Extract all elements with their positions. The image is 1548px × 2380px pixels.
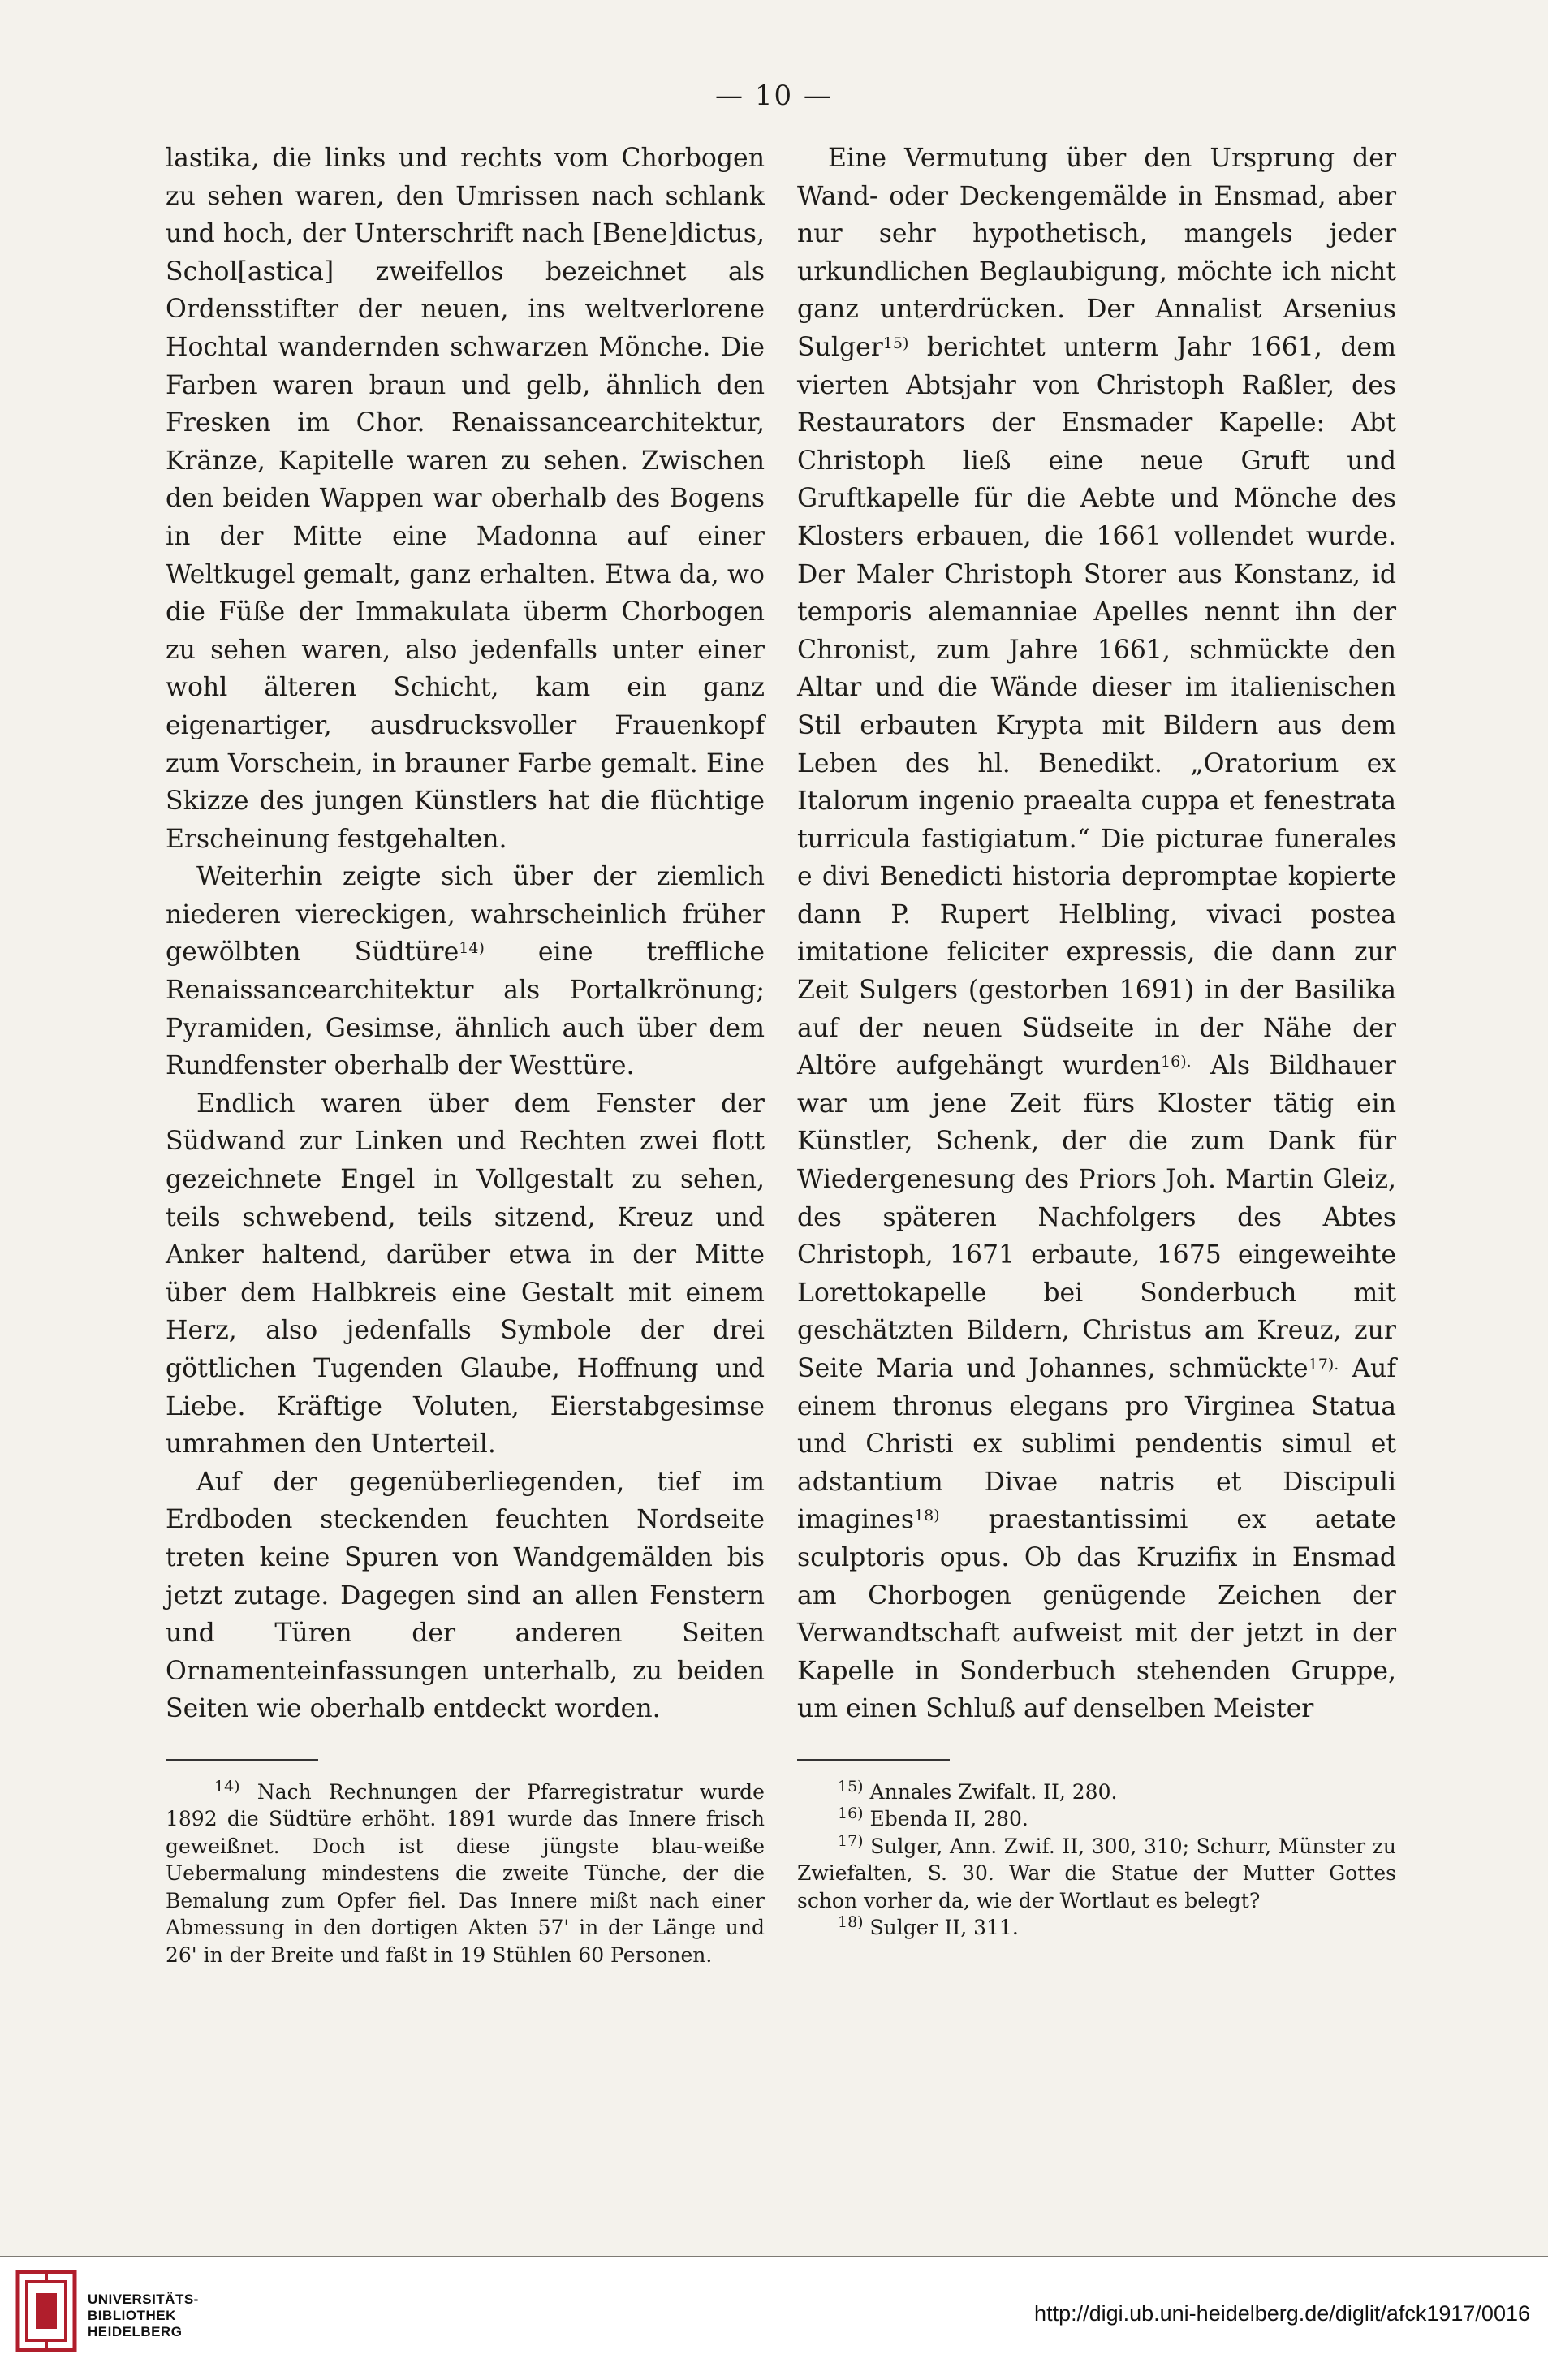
footnote-18 (797, 1914, 1396, 1942)
left-paragraph-2-cont: eine treffliche Renaissancearchitektur als Portalkrönung; Pyramiden, Gesimse, ähnlich auch über dem Rundfenster oberhalb der Westtüre. (166, 938, 765, 1081)
right-text-e: praestantissimi ex aetate sculptoris opus. Ob das Kruzifix in Ensmad am Chorbogen genügende Zeichen der Verwandtschaft aufweist mit der jetzt in der Kapelle in Sonderbuch stehenden Gruppe, um einen Schluß auf denselben Meister (797, 1505, 1397, 1724)
right-text-c: Als Bildhauer war um jene Zeit fürs Kloster tätig ein Künstler, Schenk, der die zum Dank für Wiedergenesung des Priors Joh. Martin Gleiz, des späteren Nachfolgers des Abtes Christoph, 1671 erbaute, 1675 eingeweihte Lorettokapelle bei Sonderbuch mit geschätzten Bildern, Christus am Kreuz, zur Seite Maria und Johannes, schmückte (797, 1051, 1396, 1383)
left-paragraph-1: lastika, die links und rechts vom Chorbogen zu sehen waren, den Umrissen nach schlank und hoch, der Unterschrift nach [Bene]dictus, Schol[astica] zweifellos bezeichnet als Ordensstifter der neuen, ins weltverlorene Hochtal wandernden schwarzen Mönche. Die Farben waren braun und gelb, ähnlich den Fresken im Chor. Renaissancearchitektur, Kränze, Kapitelle waren zu sehen. Zwischen den beiden Wappen war oberhalb des Bogens in der Mitte eine Madonna auf einer Weltkugel gemalt, ganz erhalten. Etwa da, wo die Füße der Immakulata überm Chorbogen zu sehen waren, also jedenfalls unter einer wohl älteren Schicht, kam ein ganz eigenartiger, ausdrucksvoller Frauenkopf zum Vorschein, in brauner Farbe gemalt. Eine Skizze des jungen Künstlers hat die flüchtige Erscheinung festgehalten. (166, 144, 765, 854)
footnote-ref-17: 17). (1308, 1356, 1339, 1373)
right-text-d: Auf einem thronus elegans pro Virginea Statua und Christi ex sublimi pendentis simul et adstantium Divae natris et Discipuli imagines (797, 1354, 1397, 1535)
footnote-17-number: 17) (838, 1831, 864, 1850)
right-paragraph-1 (797, 140, 1396, 1728)
left-column (166, 140, 765, 1968)
footnote-ref-15: 15) (882, 334, 909, 352)
university-seal-icon (15, 2269, 78, 2353)
library-name-line-3: HEIDELBERG (88, 2324, 183, 2339)
footnote-18-text: Sulger II, 311. (869, 1916, 1019, 1940)
footnote-16-text: Ebenda II, 280. (869, 1807, 1028, 1831)
footnotes-left (166, 1779, 765, 1969)
source-url-link[interactable]: http://digi.ub.uni-heidelberg.de/diglit/afck1917/0016 (1034, 2301, 1530, 2326)
footnote-rule-left (166, 1759, 318, 1761)
right-column (797, 140, 1396, 1942)
footnote-15-number: 15) (838, 1777, 864, 1796)
library-name-line-2: BIBLIOTHEK (88, 2308, 176, 2323)
page-number: — 10 — (715, 80, 833, 112)
footnote-15-text: Annales Zwifalt. II, 280. (869, 1779, 1118, 1804)
footnotes-right (797, 1779, 1396, 1942)
left-paragraph-2-text: Weiterhin zeigte sich über der ziemlich niederen viereckigen, wahrscheinlich früher gewölbten Südtüre (166, 862, 765, 968)
footer-bar (0, 2257, 1548, 2380)
footnote-ref-18: 18) (914, 1507, 940, 1525)
library-name (88, 2292, 199, 2340)
footnote-18-number: 18) (838, 1913, 864, 1932)
footnote-14-text: Nach Rechnungen der Pfarregistratur wurde 1892 die Südtüre erhöht. 1891 wurde das Innere frisch geweißnet. Doch ist diese jüngste blau-weiße Uebermalung mindestens die zweite Tünche, der die Bemalung zum Opfer fiel. Das Innere mißt nach einer Abmessung in den dortigen Akten 57' in der Länge und 26' in der Breite und faßt in 19 Stühlen 60 Personen. (166, 1779, 765, 1967)
library-name-line-1: UNIVERSITÄTS- (88, 2292, 199, 2307)
footnote-ref-16: 16). (1161, 1053, 1192, 1071)
left-paragraph-2 (166, 858, 765, 1085)
footnote-17 (797, 1833, 1396, 1915)
footnote-14-number: 14) (214, 1777, 240, 1796)
right-text-b: berichtet unterm Jahr 1661, dem vierten Abtsjahr von Christoph Raßler, des Restaurators der Ensmader Kapelle: Abt Christoph ließ eine neue Gruft und Gruftkapelle für die Aebte und Mönche des Klosters erbauen, die 1661 vollendet wurde. Der Maler Christoph Storer aus Konstanz, id temporis alemanniae Apelles nennt ihn der Chronist, zum Jahre 1661, schmückte den Altar und die Wände dieser im italienischen Stil erbauten Krypta mit Bildern aus dem Leben des hl. Benedikt. „Oratorium ex Italorum ingenio praealta cuppa et fenestrata turricula fastigiatum.“ Die picturae funerales e divi Benedicti historia depromptae kopierte dann P. Rupert Helbling, vivaci postea imitatione feliciter expressis, die dann zur Zeit Sulgers (gestorben 1691) in der Basilika auf der neuen Südseite in der Nähe der Altöre aufgehängt wurden (797, 332, 1397, 1081)
footnote-17-text: Sulger, Ann. Zwif. II, 300, 310; Schurr, Münster zu Zwiefalten, S. 30. War die Statue der Mutter Gottes schon vorher da, wie der Wortlaut es belegt? (797, 1834, 1396, 1912)
footnote-rule-right (797, 1759, 950, 1761)
right-text-a: Eine Vermutung über den Ursprung der Wand- oder Deckengemälde in Ensmad, aber nur sehr hypothetisch, mangels jeder urkundlichen Beglaubigung, möchte ich nicht ganz unterdrücken. Der Annalist Arsenius Sulger (797, 144, 1396, 362)
footnote-14 (166, 1779, 765, 1969)
footnote-16 (797, 1805, 1396, 1833)
footnote-15 (797, 1779, 1396, 1806)
left-paragraph-3: Endlich waren über dem Fenster der Südwand zur Linken und Rechten zwei flott gezeichnete Engel in Vollgestalt zu sehen, teils schwebend, teils sitzend, Kreuz und Anker haltend, darüber etwa in der Mitte über dem Halbkreis eine Gestalt mit einem Herz, also jedenfalls Symbole der drei göttlichen Tugenden Glaube, Hoffnung und Liebe. Kräftige Voluten, Eierstabgesimse umrahmen den Unterteil. (166, 1089, 765, 1459)
footnote-ref-14: 14) (459, 939, 485, 958)
footnote-16-number: 16) (838, 1804, 864, 1823)
left-paragraph-4: Auf der gegenüberliegenden, tief im Erdboden steckenden feuchten Nordseite treten keine Spuren von Wandgemälden bis jetzt zutage. Dagegen sind an allen Fenstern und Türen der anderen Seiten Ornamenteinfassungen unterhalb, zu beiden Seiten wie oberhalb entdeckt worden. (166, 1467, 765, 1724)
